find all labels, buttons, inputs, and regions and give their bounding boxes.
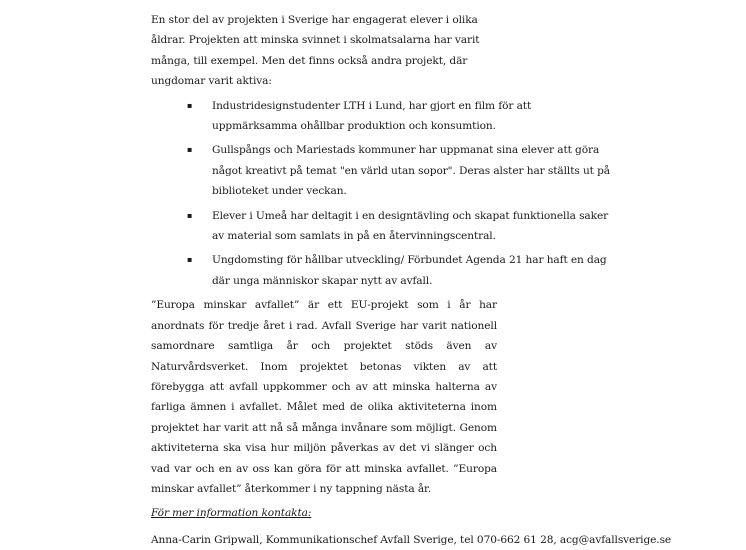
bullet-icon: ▪	[187, 145, 193, 155]
contact-info: Anna-Carin Gripwall, Kommunikationschef Avfall Sverige, tel 070-662 61 28, acg@avfallsverige.se	[151, 533, 672, 546]
list-item-text: Industridesignstudenter LTH i Lund, har gjort en film för att uppmärksamma ohållbar produktion och konsumtion.	[212, 99, 532, 133]
list-item-text: Ungdomsting för hållbar utveckling/ Förbundet Agenda 21 har haft en dag där unga människor skapar nytt av avfall.	[212, 254, 607, 287]
list-item	[151, 96, 615, 137]
intro-paragraph: En stor del av projekten i Sverige har engagerat elever i olika åldrar. Projekten att minska svinnet i skolmatsalarna har varit många, till exempel. Men det finns också andra projekt, där ungdomar varit aktiva:	[151, 14, 480, 88]
bullet-icon: ▪	[187, 100, 193, 110]
contact-heading: För mer information kontakta:	[151, 507, 312, 520]
bullet-icon: ▪	[187, 210, 193, 220]
project-list	[151, 96, 661, 292]
bullet-icon: ▪	[187, 255, 193, 265]
list-item-text: Gullspångs och Mariestads kommuner har uppmanat sina elever att göra något kreativt på temat "en värld utan sopor". Deras alster har ställts ut på biblioteket under veckan.	[212, 144, 610, 198]
list-item	[151, 206, 615, 247]
list-item-text: Elever i Umeå har deltagit i en designtävling och skapat funktionella saker av material som samlats in på en återvinningscentral.	[212, 209, 609, 243]
project-description-paragraph: ”Europa minskar avfallet” är ett EU-projekt som i år har anordnats för tredje året i rad. Avfall Sverige har varit nationell samordnare samtliga år och projektet stöds även av Naturvårdsverket. Inom projektet betonas vikten av att förebygga att avfall uppkommer och av att minska halterna av farliga ämnen i avfallet. Målet med de olika aktiviteterna inom projektet har varit att nå så många invånare som möjligt. Genom aktiviteterna ska visa hur miljön påverkas av det vi slänger och vad var och en av oss kan göra för att minska avfallet. ”Europa minskar avfallet” återkommer i ny tappning nästa år.	[151, 299, 497, 495]
list-item	[151, 140, 615, 201]
list-item	[151, 250, 615, 291]
document-page	[151, 10, 672, 550]
